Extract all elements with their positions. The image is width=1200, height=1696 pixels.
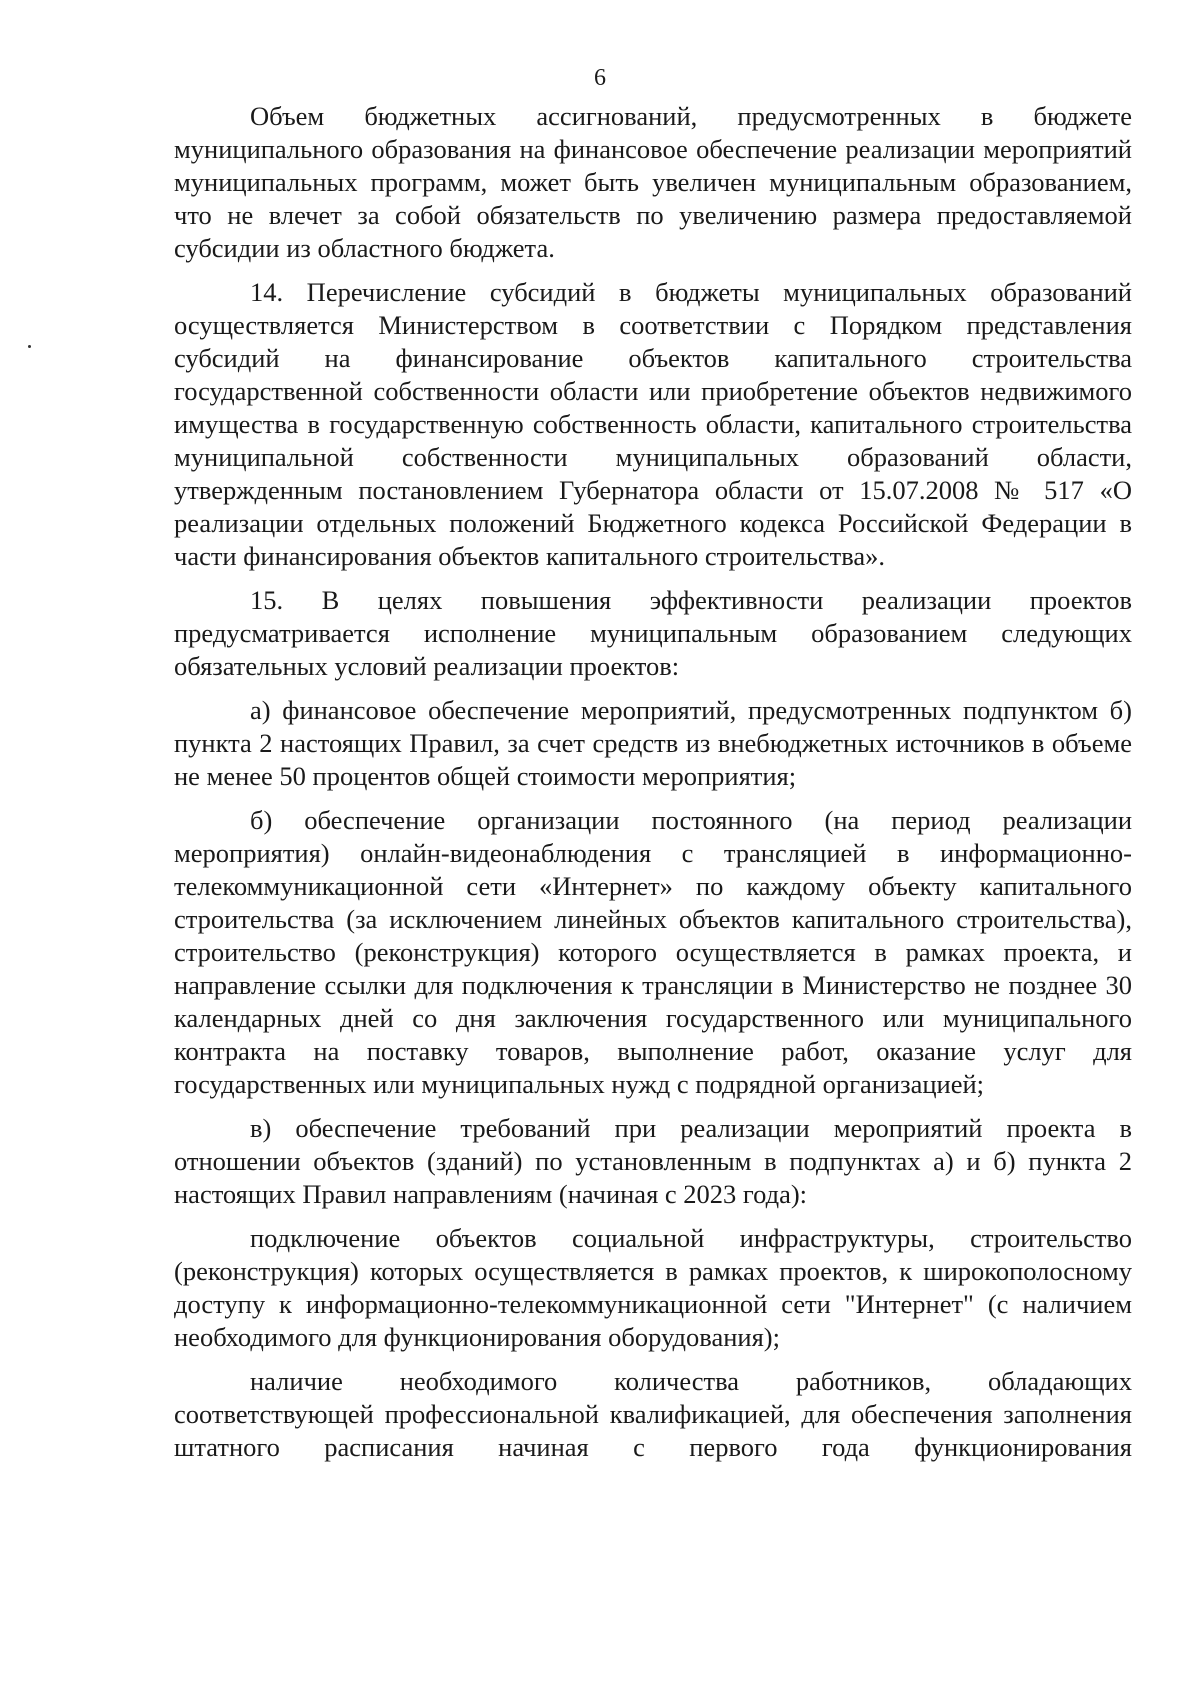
- paragraph-15-project-conditions: 15. В целях повышения эффективности реализации проектов предусматривается исполнение муниципальным образованием следующих обязательных условий реализации проектов:: [174, 585, 1132, 681]
- paragraph-staffing: наличие необходимого количества работников, обладающих соответствующей профессиональной квалификацией, для обеспечения заполнения штатного расписания начиная с первого года функционирования: [174, 1366, 1132, 1462]
- paragraph-item-a: а) финансовое обеспечение мероприятий, предусмотренных подпунктом б) пункта 2 настоящих Правил, за счет средств из внебюджетных источников в объеме не менее 50 процентов общей стоимости мероприятия;: [174, 695, 1132, 791]
- paragraph-item-c: в) обеспечение требований при реализации мероприятий проекта в отношении объектов (зданий) по установленным в подпунктах а) и б) пункта 2 настоящих Правил направлениям (начиная с 2023 года):: [174, 1113, 1132, 1209]
- scan-margin-mark: [28, 345, 31, 348]
- paragraph-14-subsidy-transfer: 14. Перечисление субсидий в бюджеты муниципальных образований осуществляется Министерством в соответствии с Порядком представления субсидий на финансирование объектов капитального строительства государственной собственности области или приобретение объектов недвижимого имущества в государственную собственность области, капитального строительства муниципальной собственности муниципальных образований области, утвержденным постановлением Губернатора области от 15.07.2008 № 517 «О реализации отдельных положений Бюджетного кодекса Российской Федерации в части финансирования объектов капитального строительства».: [174, 277, 1132, 571]
- paragraph-internet-connection: подключение объектов социальной инфраструктуры, строительство (реконструкция) которых осуществляется в рамках проектов, к широкополосному доступу к информационно-телекоммуникационной сети "Интернет" (с наличием необходимого для функционирования оборудования);: [174, 1223, 1132, 1352]
- paragraph-item-b: б) обеспечение организации постоянного (на период реализации мероприятия) онлайн-видеонаблюдения с трансляцией в информационно-телекоммуникационной сети «Интернет» по каждому объекту капитального строительства (за исключением линейных объектов капитального строительства), строительство (реконструкция) которого осуществляется в рамках проекта, и направление ссылки для подключения к трансляции в Министерство не позднее 30 календарных дней со дня заключения государственного или муниципального контракта на поставку товаров, выполнение работ, оказание услуг для государственных или муниципальных нужд с подрядной организацией;: [174, 805, 1132, 1099]
- paragraph-budget-allocations: Объем бюджетных ассигнований, предусмотренных в бюджете муниципального образования на финансовое обеспечение реализации мероприятий муниципальных программ, может быть увеличен муниципальным образованием, что не влечет за собой обязательств по увеличению размера предоставляемой субсидии из областного бюджета.: [174, 101, 1132, 263]
- document-body: [174, 100, 1132, 1464]
- page-number: 6: [594, 65, 606, 91]
